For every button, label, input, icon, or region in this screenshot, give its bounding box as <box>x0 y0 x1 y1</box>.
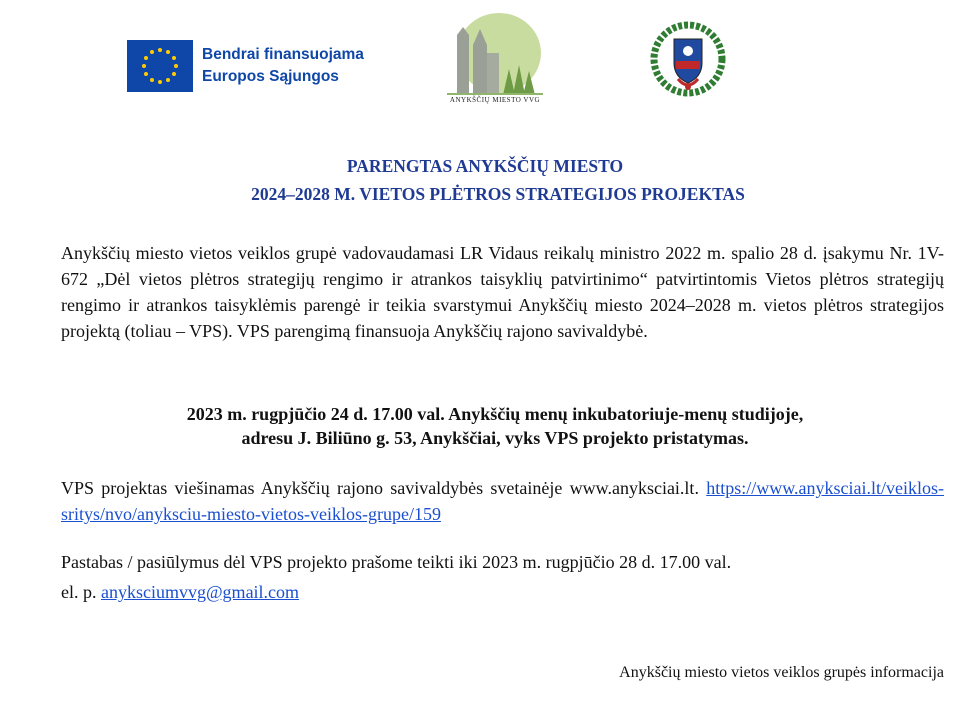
email-prefix: el. p. <box>61 582 101 602</box>
eu-funding-logo <box>127 40 367 92</box>
signature: Anykščių miesto vietos veiklos grupės informacija <box>619 664 944 681</box>
remarks-text: Pastabas / pasiūlymus dėl VPS projekto prašome teikti iki 2023 m. rugpjūčio 28 d. 17.00 val. <box>61 552 732 572</box>
email-line <box>61 579 299 605</box>
publication-paragraph <box>61 475 944 527</box>
vvg-logo <box>447 13 543 108</box>
publication-text: VPS projektas viešinamas Anykščių rajono savivaldybės svetainėje www.anyksciai.lt. <box>61 478 699 498</box>
coat-of-arms-icon <box>648 21 728 97</box>
eu-funding-text <box>202 44 364 88</box>
intro-paragraph: Anykščių miesto vietos veiklos grupė vadovaudamasi LR Vidaus reikalų ministro 2022 m. spalio 28 d. įsakymu Nr. 1V-672 „Dėl vietos plėtros strategijų rengimo ir atrankos taisyklių patvirtinimo“ patvirtintomis Vietos plėtros strategijų rengimo ir atrankos taisyklėmis parengė ir teikia svarstymui Anykščių miesto 2024–2028 m. vietos plėtros strategijos projektą (toliau – VPS). VPS parengimą finansuoja Anykščių rajono savivaldybė. <box>61 243 944 341</box>
email-link[interactable]: anyksciumvvg@gmail.com <box>101 582 300 602</box>
eu-text-line2: Europos Sąjungos <box>202 68 339 85</box>
vvg-caption: ANYKŠČIŲ MIESTO VVG <box>449 96 541 104</box>
vvg-emblem-icon <box>447 13 543 95</box>
coat-of-arms-logo <box>648 21 728 97</box>
vps-project-link[interactable]: https://www.anyksciai.lt/veiklos-sritys/nvo/anyksciu-miesto-vietos-veiklos-grupe/159 <box>61 478 944 524</box>
page-title-line1: PARENGTAS ANYKŠČIŲ MIESTO <box>346 156 624 176</box>
event-announcement-line2: adresu J. Biliūno g. 53, Anykščiai, vyks VPS projekto pristatymas. <box>241 428 749 448</box>
page-title-line2: 2024–2028 M. VIETOS PLĖTROS STRATEGIJOS PROJEKTAS <box>251 184 745 204</box>
event-announcement-line1: 2023 m. rugpjūčio 24 d. 17.00 val. Anykščių menų inkubatoriuje-menų studijoje, <box>186 404 804 424</box>
eu-text-line1: Bendrai finansuojama <box>202 46 364 63</box>
eu-flag-icon <box>127 40 193 92</box>
